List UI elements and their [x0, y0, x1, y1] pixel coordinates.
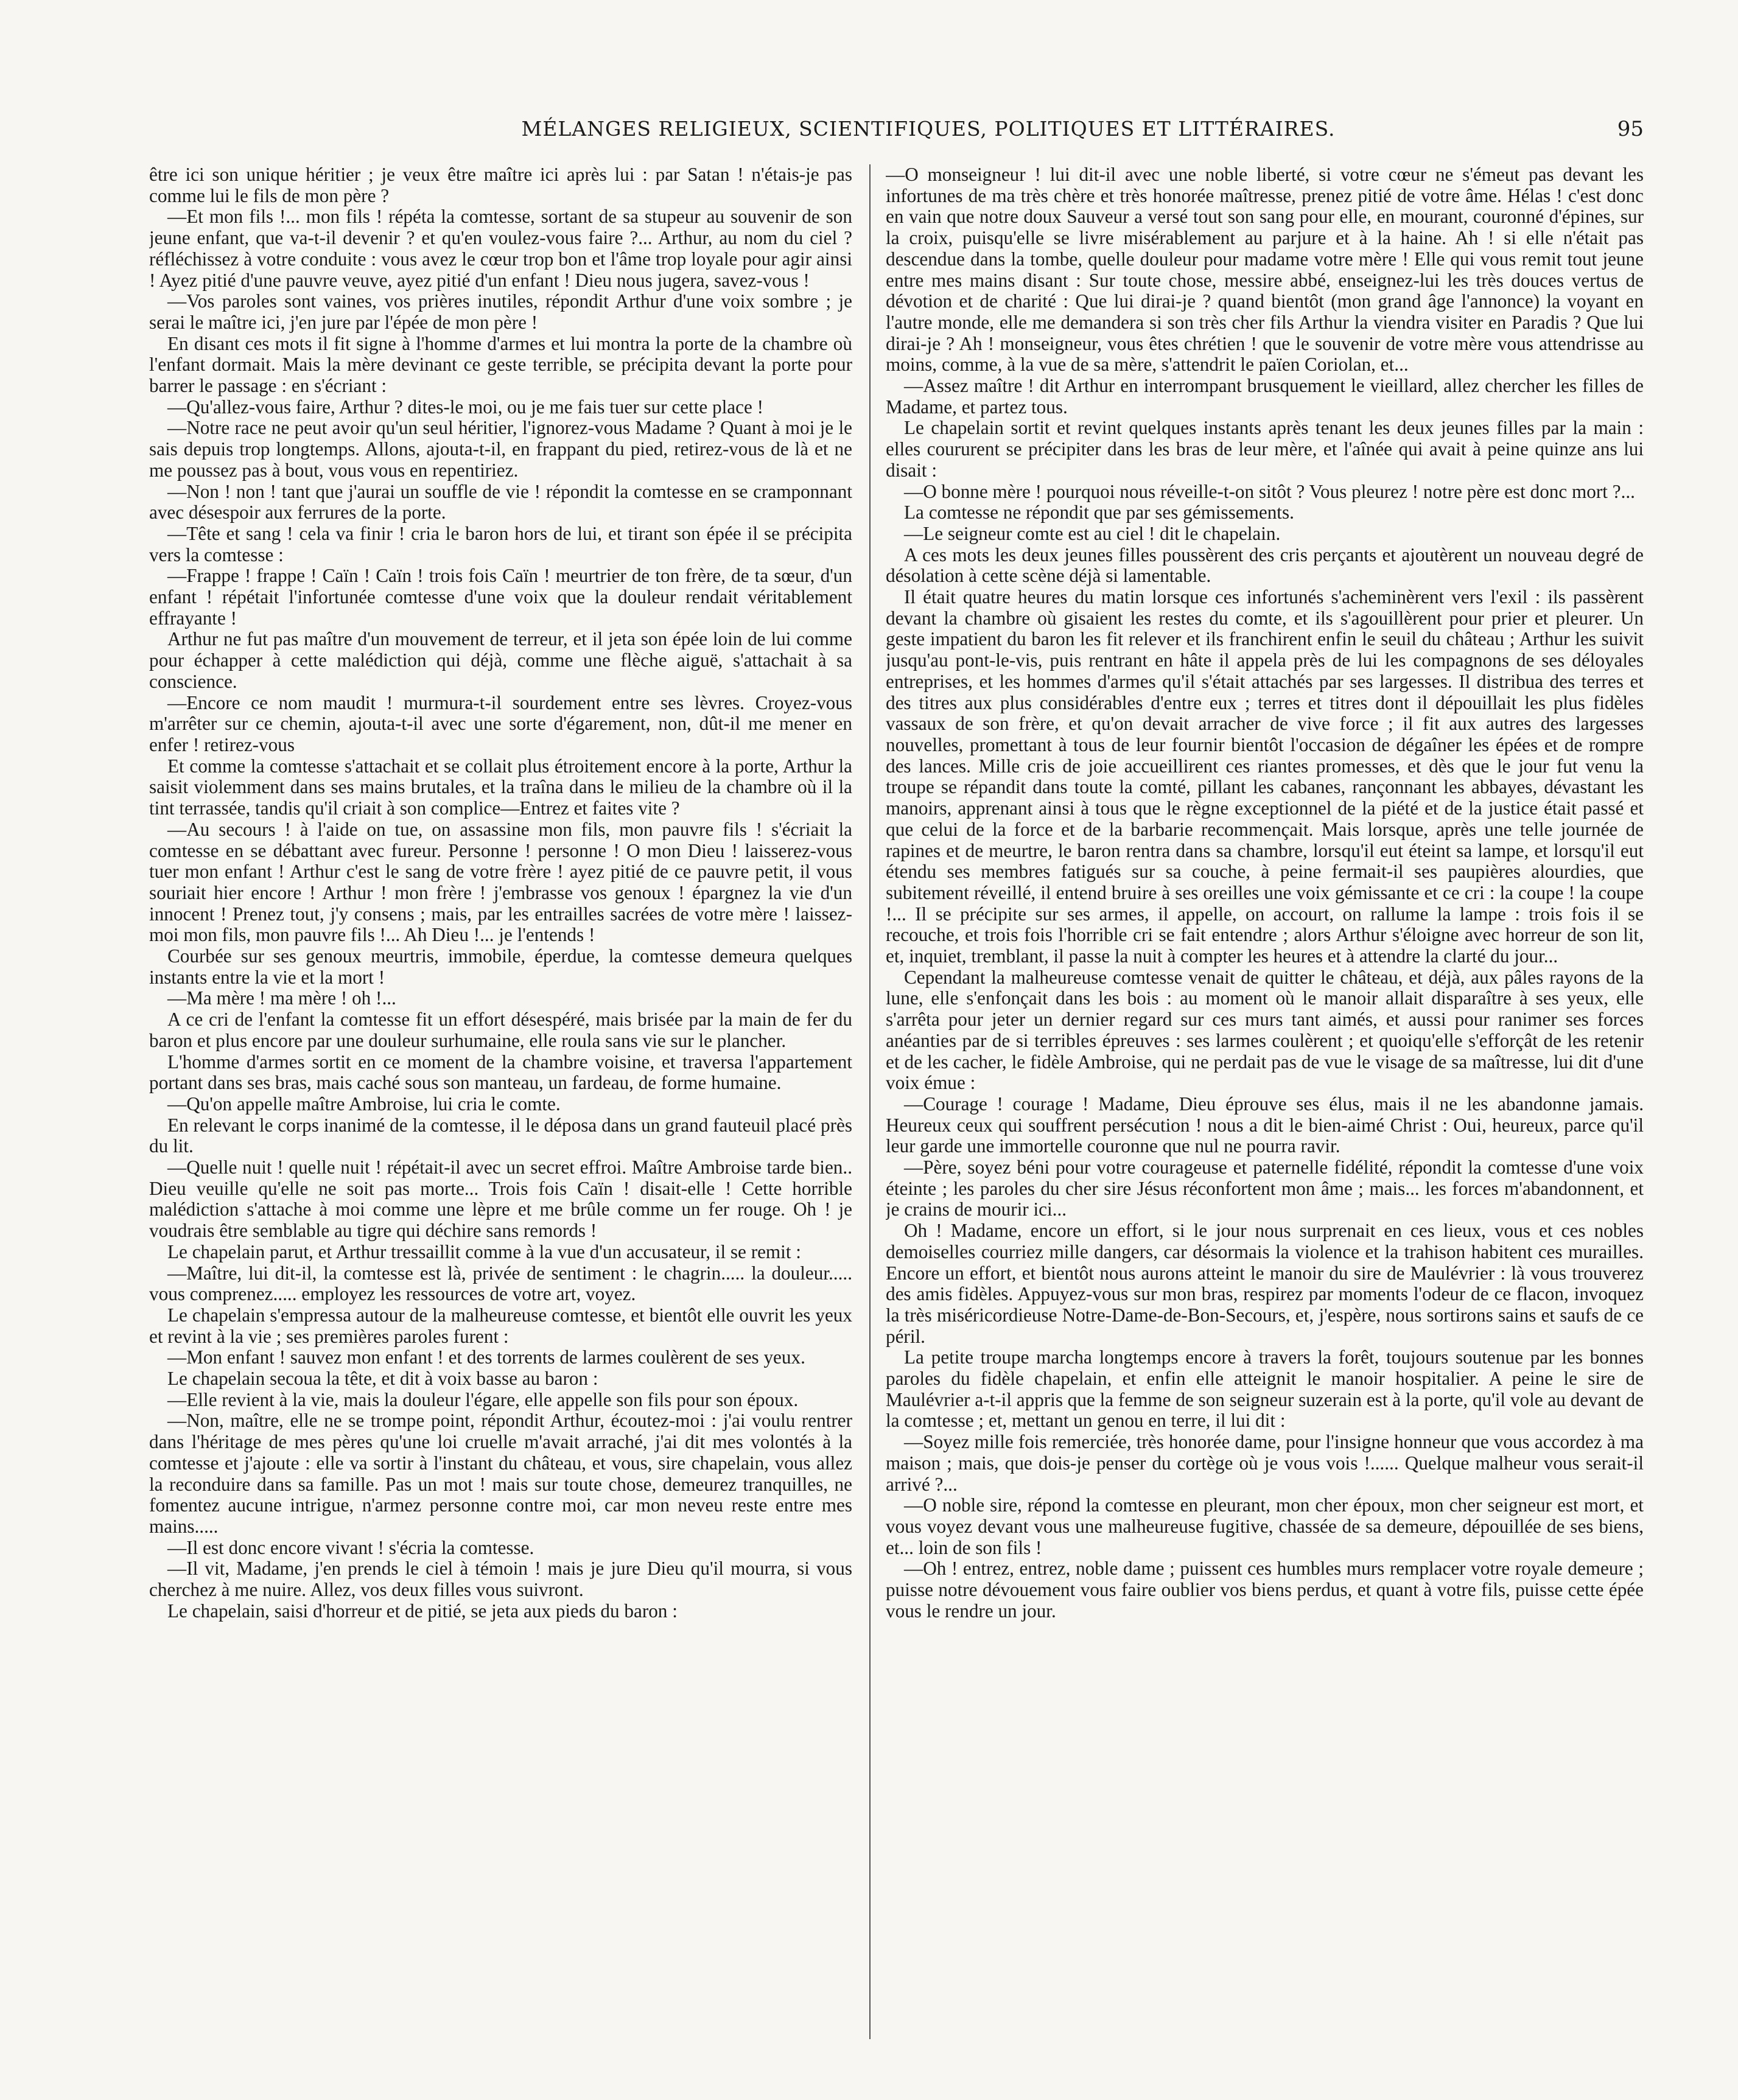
- paragraph: Le chapelain sortit et revint quelques instants après tenant les deux jeunes filles par la main : elles coururent se précipiter dans les bras de leur mère, et l'aînée qui avait à peine quinze ans lui disait :: [886, 417, 1644, 481]
- paragraph: La comtesse ne répondit que par ses gémissements.: [904, 502, 1294, 523]
- paragraph: —Vos paroles sont vaines, vos prières inutiles, répondit Arthur d'une voix sombre ; je serai le maître ici, j'en jure par l'épée de mon père !: [149, 290, 852, 333]
- paragraph: Il était quatre heures du matin lorsque ces infortunés s'acheminèrent vers l'exil : ils passèrent devant la chambre où gisaient les restes du comte, et ils s'agouillèrent pour prier et pleurer. Un geste impatient du baron les fit relever et ils franchirent enfin le seuil du château ; Arthur les suivit jusqu'au pont-le-vis, puis rentrant en hâte il appela près de lui les compagnons de ses déloyales entreprises, et les hommes d'armes qu'il s'était attachés par ses largesses. Il distribua des terres et des titres aux plus considérables d'entre eux ; terres et titres dont il dépouillait les plus fidèles vassaux de son frère, et qu'on devait arracher de vive force ; il fit aux autres des largesses nouvelles, promettant à tous de leur fournir bientôt l'occasion de dégaîner les épées et de rompre des lances. Mille cris de joie accueillirent ces riantes promesses, et dès que le jour fut venu la troupe se répandit dans toute la comté, pillant les cabanes, rançonnant les abbayes, dévastant les manoirs, apprenant ainsi à tous que le règne exceptionnel de la piété et de la justice était passé et que celui de la force et de la barbarie recommençait. Mais lorsque, après une telle journée de rapines et de meurtre, le baron rentra dans sa chambre, lorsqu'il eut éteint sa lampe, et lorsqu'il eut étendu ses membres fatigués sur sa couche, à peine fermait-il ses paupières alourdies, que subitement réveillé, il entend bruire à ses oreilles une voix gémissante et ce cri : la coupe ! la coupe !... Il se précipite sur ses armes, il appelle, on accourt, on rallume la lampe : trois fois il se recouche, et trois fois l'horrible cri se fait entendre ; alors Arthur s'éloigne avec horreur de son lit, et, inquiet, tremblant, il passe la nuit à compter les heures et à attendre la clarté du jour...: [886, 586, 1644, 967]
- paragraph: —Frappe ! frappe ! Caïn ! Caïn ! trois fois Caïn ! meurtrier de ton frère, de ta sœur, d'un enfant ! répétait l'infortunée comtesse d'une voix que la douleur rendait véritablement effrayante !: [149, 565, 852, 629]
- left-text-column: [149, 164, 852, 2051]
- paragraph: —Ma mère ! ma mère ! oh !...: [167, 987, 396, 1009]
- paragraph: En relevant le corps inanimé de la comtesse, il le déposa dans un grand fauteuil placé près du lit.: [149, 1114, 852, 1157]
- paragraph: —Au secours ! à l'aide on tue, on assassine mon fils, mon pauvre fils ! s'écriait la comtesse en se débattant avec fureur. Personne ! personne ! O mon Dieu ! laisserez-vous tuer mon enfant ! Arthur c'est le sang de votre frère ! ayez pitié de ce pauvre petit, il vous souriait hier encore ! Arthur ! mon frère ! j'embrasse vos genoux ! épargnez la vie d'un innocent ! Prenez tout, j'y consens ; mais, par les entrailles sacrées de votre mère ! laissez-moi mon fils, mon pauvre fils !... Ah Dieu !... je l'entends !: [149, 818, 852, 946]
- paragraph: —Encore ce nom maudit ! murmura-t-il sourdement entre ses lèvres. Croyez-vous m'arrêter sur ce chemin, ajouta-t-il avec une sorte d'égarement, non, dût-il me mener en enfer ! retirez-vous: [149, 691, 852, 755]
- paragraph: —Il vit, Madame, j'en prends le ciel à témoin ! mais je jure Dieu qu'il mourra, si vous cherchez à me nuire. Allez, vos deux filles vous suivront.: [149, 1558, 852, 1601]
- paragraph: —O bonne mère ! pourquoi nous réveille-t-on sitôt ? Vous pleurez ! notre père est donc mort ?...: [904, 480, 1635, 502]
- paragraph: —Maître, lui dit-il, la comtesse est là, privée de sentiment : le chagrin..... la douleur..... vous comprenez..... employez les ressources de votre art, voyez.: [149, 1262, 852, 1305]
- paragraph: —Tête et sang ! cela va finir ! cria le baron hors de lui, et tirant son épée il se précipita vers la comtesse :: [149, 522, 852, 565]
- paragraph: Arthur ne fut pas maître d'un mouvement de terreur, et il jeta son épée loin de lui comme pour échapper à cette malédiction qui déjà, comme une flèche aiguë, s'attachait à sa conscience.: [149, 628, 852, 692]
- paragraph: —Et mon fils !... mon fils ! répéta la comtesse, sortant de sa stupeur au souvenir de son jeune enfant, que va-t-il devenir ? et qu'en voulez-vous faire ?... Arthur, au nom du ciel ? réfléchissez à votre conduite : vous avez le cœur trop bon et l'âme trop loyale pour agir ainsi ! Ayez pitié d'une pauvre veuve, ayez pitié d'un enfant ! Dieu nous jugera, savez-vous !: [149, 206, 852, 291]
- paragraph: —Non ! non ! tant que j'aurai un souffle de vie ! répondit la comtesse en se cramponnant avec désespoir aux ferrures de la porte.: [149, 480, 852, 523]
- paragraph: Le chapelain s'empressa autour de la malheureuse comtesse, et bientôt elle ouvrit les yeux et revint à la vie ; ses premières paroles furent :: [149, 1304, 852, 1347]
- paragraph: —Notre race ne peut avoir qu'un seul héritier, l'ignorez-vous Madame ? Quant à moi je le sais depuis trop longtemps. Allons, ajouta-t-il, en frappant du pied, retirez-vous de là et ne me poussez pas à bout, vous vous en repentiriez.: [149, 417, 852, 481]
- paragraph: —O noble sire, répond la comtesse en pleurant, mon cher époux, mon cher seigneur est mort, et vous voyez devant vous une malheureuse fugitive, chassée de sa demeure, dépouillée de ses biens, et... loin de son fils !: [886, 1494, 1644, 1558]
- paragraph: —Soyez mille fois remerciée, très honorée dame, pour l'insigne honneur que vous accordez à ma maison ; mais, que dois-je penser du cortège où je vous vois !...... Quelque malheur vous serait-il arrivé ?...: [886, 1431, 1644, 1495]
- paragraph: —Quelle nuit ! quelle nuit ! répétait-il avec un secret effroi. Maître Ambroise tarde bien.. Dieu veuille qu'elle ne soit pas morte... Trois fois Caïn ! disait-elle ! Cette horrible malédiction s'attache à moi comme une lèpre et me brûle comme un fer rouge. Oh ! je voudrais être semblable au tigre qui déchire sans remords !: [149, 1157, 852, 1242]
- paragraph: Le chapelain, saisi d'horreur et de pitié, se jeta aux pieds du baron :: [167, 1600, 678, 1622]
- paragraph: La petite troupe marcha longtemps encore à travers la forêt, toujours soutenue par les bonnes paroles du fidèle chapelain, et enfin elle atteignit le manoir hospitalier. A peine le sire de Maulévrier a-t-il appris que la femme de son seigneur suzerain est à la porte, qu'il vole au devant de la comtesse ; et, mettant un genou en terre, il lui dit :: [886, 1346, 1644, 1432]
- paragraph: —Il est donc encore vivant ! s'écria la comtesse.: [167, 1536, 534, 1558]
- paragraph: —Le seigneur comte est au ciel ! dit le chapelain.: [904, 522, 1281, 544]
- paragraph: Et comme la comtesse s'attachait et se collait plus étroitement encore à la porte, Arthur la saisit violemment dans ses mains brutales, et la traîna dans le milieu de la chambre où il la tint terrassée, tandis qu'il criait à son complice—Entrez et faites vite ?: [149, 755, 852, 819]
- paragraph: L'homme d'armes sortit en ce moment de la chambre voisine, et traversa l'appartement portant dans ses bras, mais caché sous son manteau, un fardeau, de forme humaine.: [149, 1051, 852, 1094]
- paragraph: Cependant la malheureuse comtesse venait de quitter le château, et déjà, aux pâles rayons de la lune, elle s'enfonçait dans les bois : au moment où le manoir allait disparaître à ses yeux, elle s'arrêta pour jeter un dernier regard sur ces murs tant aimés, et aussi pour ranimer ses forces anéanties par de si terribles épreuves : ses larmes coulèrent ; et quoiqu'elle s'efforçât de les retenir et de les cacher, le fidèle Ambroise, qui ne perdait pas de vue le visage de sa maîtresse, lui dit d'une voix émue :: [886, 966, 1644, 1094]
- paragraph: Oh ! Madame, encore un effort, si le jour nous surprenait en ces lieux, vous et ces nobles demoiselles courriez mille dangers, car désormais la violence et la trahison habitent ces murailles. Encore un effort, et bientôt nous aurons atteint le manoir du sire de Maulévrier : là vous trouverez des amis fidèles. Appuyez-vous sur mon bras, respirez par moments l'odeur de ce flacon, invoquez la très miséricordieuse Notre-Dame-de-Bon-Secours, et, j'espère, nous sortirons sains et saufs de ce péril.: [886, 1220, 1644, 1347]
- column-divider: [869, 164, 871, 2039]
- paragraph: —Assez maître ! dit Arthur en interrompant brusquement le vieillard, allez chercher les filles de Madame, et partez tous.: [886, 375, 1644, 418]
- paragraph: être ici son unique héritier ; je veux être maître ici après lui : par Satan ! n'étais-je pas comme lui le fils de mon père ?: [149, 164, 852, 206]
- right-text-column: [886, 164, 1644, 2051]
- running-header: [149, 117, 1644, 153]
- paragraph: —Oh ! entrez, entrez, noble dame ; puissent ces humbles murs remplacer votre royale demeure ; puisse notre dévouement vous faire oublier vos biens perdus, et quant à votre fils, puisse cette épée vous le rendre un jour.: [886, 1558, 1644, 1622]
- paragraph: Courbée sur ses genoux meurtris, immobile, éperdue, la comtesse demeura quelques instants entre la vie et la mort !: [149, 945, 852, 988]
- paragraph: —Courage ! courage ! Madame, Dieu éprouve ses élus, mais il ne les abandonne jamais. Heureux ceux qui souffrent persécution ! nous a dit le bien-aimé Christ : Oui, heureux, parce qu'il leur garde une immortelle couronne que nul ne pourra ravir.: [886, 1093, 1644, 1157]
- running-title: MÉLANGES RELIGIEUX, SCIENTIFIQUES, POLITIQUES ET LITTÉRAIRES.: [521, 117, 1336, 141]
- paragraph: Le chapelain parut, et Arthur tressaillit comme à la vue d'un accusateur, il se remit :: [167, 1241, 801, 1262]
- paragraph: —O monseigneur ! lui dit-il avec une noble liberté, si votre cœur ne s'émeut pas devant les infortunes de ma très chère et très honorée maîtresse, prenez pitié de votre âme. Hélas ! c'est donc en vain que notre doux Sauveur a versé tout son sang pour elle, en mourant, couronné d'épines, sur la croix, puisqu'elle se livre misérablement au parjure et à la haine. Ah ! si elle n'était pas descendue dans la tombe, quelle douleur pour madame votre mère ! Elle qui vous remit tout jeune entre mes mains disant : Sur toute chose, messire abbé, enseignez-lui les très douces vertus de dévotion et de charité : Que lui dirai-je ? quand bientôt (mon grand âge l'annonce) la voyant en l'autre monde, elle me demandera si son très cher fils Arthur la viendra visiter en Paradis ? Que lui dirai-je ? Ah ! monseigneur, vous êtes chrétien ! que le souvenir de votre mère vous attendrisse au moins, comme, à la vue de sa mère, s'attendrit le païen Coriolan, et...: [886, 164, 1644, 376]
- paragraph: A ces mots les deux jeunes filles poussèrent des cris perçants et ajoutèrent un nouveau degré de désolation à cette scène déjà si lamentable.: [886, 544, 1644, 587]
- paragraph: —Elle revient à la vie, mais la douleur l'égare, elle appelle son fils pour son époux.: [167, 1388, 799, 1410]
- paragraph: —Mon enfant ! sauvez mon enfant ! et des torrents de larmes coulèrent de ses yeux.: [167, 1346, 805, 1368]
- paragraph: En disant ces mots il fit signe à l'homme d'armes et lui montra la porte de la chambre où l'enfant dormait. Mais la mère devinant ce geste terrible, se précipita devant la porte pour barrer le passage : en s'écriant :: [149, 332, 852, 397]
- paragraph: —Père, soyez béni pour votre courageuse et paternelle fidélité, répondit la comtesse d'une voix éteinte ; les paroles du cher sire Jésus réconfortent mon âme ; mais... les forces m'abandonnent, et je crains de mourir ici...: [886, 1157, 1644, 1220]
- paragraph: —Qu'on appelle maître Ambroise, lui cria le comte.: [167, 1093, 561, 1115]
- paragraph: —Non, maître, elle ne se trompe point, répondit Arthur, écoutez-moi : j'ai voulu rentrer dans l'héritage de mes pères qu'une loi cruelle m'avait arraché, j'ai dit mes volontés à la comtesse et j'ajoute : elle va sortir à l'instant du château, et vous, sire chapelain, vous allez la reconduire dans sa famille. Pas un mot ! mais sur toute chose, demeurez tranquilles, ne fomentez aucune intrigue, n'armez personne contre moi, car mon neveu reste entre mes mains.....: [149, 1410, 852, 1537]
- paragraph: A ce cri de l'enfant la comtesse fit un effort désespéré, mais brisée par la main de fer du baron et plus encore par une douleur surhumaine, elle roula sans vie sur le plancher.: [149, 1009, 852, 1051]
- paragraph: —Qu'allez-vous faire, Arthur ? dites-le moi, ou je me fais tuer sur cette place !: [167, 396, 763, 418]
- page-number: 95: [1617, 117, 1644, 141]
- paragraph: Le chapelain secoua la tête, et dit à voix basse au baron :: [167, 1368, 598, 1390]
